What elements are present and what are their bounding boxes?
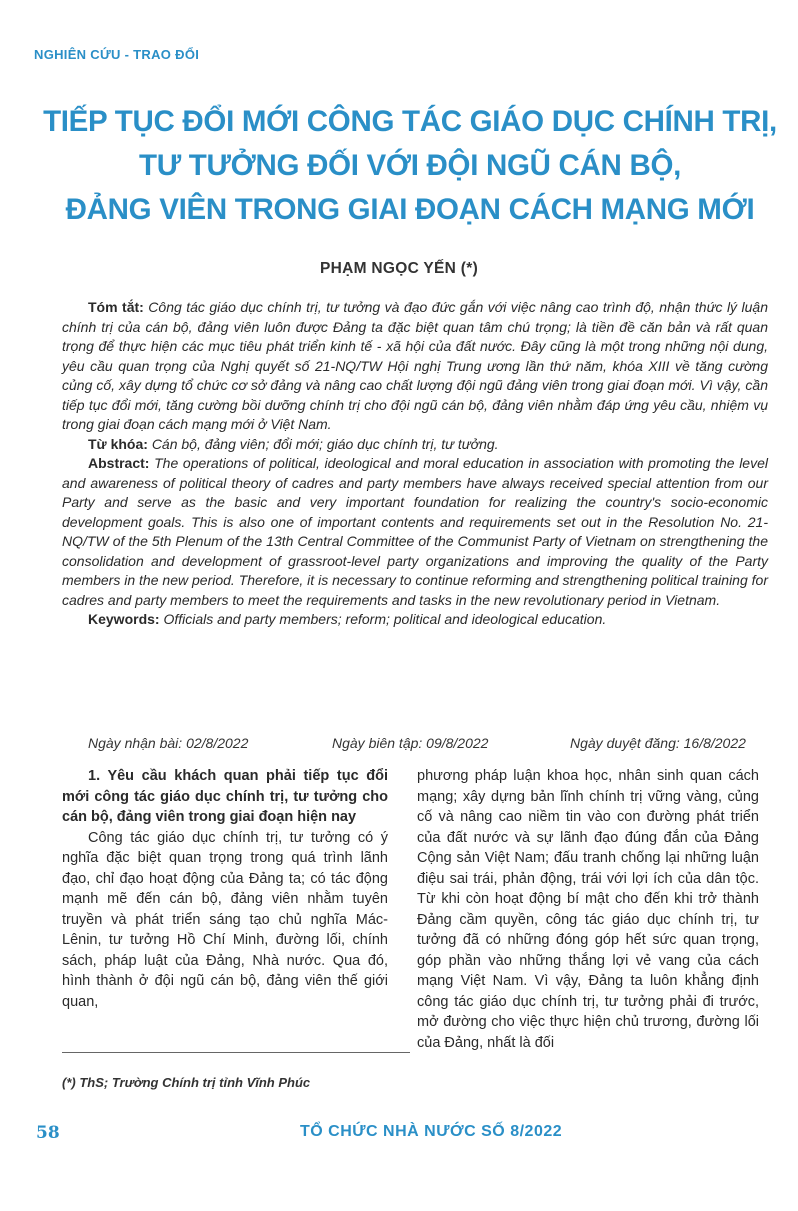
abstract-block	[62, 298, 768, 630]
date-received: Ngày nhận bài: 02/8/2022	[88, 735, 249, 751]
body-column-left	[62, 766, 388, 1012]
abstract-en	[62, 454, 768, 610]
footnote-divider	[62, 1052, 410, 1053]
abstract-en-label: Abstract:	[88, 455, 150, 471]
title-line: ĐẢNG VIÊN TRONG GIAI ĐOẠN CÁCH MẠNG MỚI	[65, 193, 755, 226]
title-line: TIẾP TỤC ĐỔI MỚI CÔNG TÁC GIÁO DỤC CHÍNH TRỊ,	[43, 105, 777, 138]
journal-footer: TỔ CHỨC NHÀ NƯỚC SỐ 8/2022	[300, 1123, 563, 1140]
section-label: NGHIÊN CỨU - TRAO ĐỔI	[34, 47, 200, 62]
keywords-vi-label: Từ khóa:	[88, 435, 148, 452]
keywords-en-text: Officials and party members; reform; political and ideological education.	[163, 611, 607, 627]
date-approved: Ngày duyệt đăng: 16/8/2022	[570, 735, 746, 751]
body-column-right	[417, 766, 759, 1053]
author-footnote: (*) ThS; Trường Chính trị tỉnh Vĩnh Phúc	[62, 1075, 311, 1090]
body-paragraph: phương pháp luận khoa học, nhân sinh quan cách mạng; xây dựng bản lĩnh chính trị vững vàng, củng cố và nâng cao niềm tin vào con đường phát triển của đất nước và sự lãnh đạo đúng đắn của Đảng Cộng sản Việt Nam; đấu tranh chống lại những luận điệu sai trái, phản động, trái với lợi ích của dân tộc. Từ khi còn hoạt động bí mật cho đến khi trở thành Đảng cầm quyền, công tác giáo dục chính trị, tư tưởng đã có những đóng góp hết sức quan trọng, góp phần vào những thắng lợi vẻ vang của cách mạng Việt Nam. Vì vậy, Đảng ta luôn khẳng định công tác giáo dục chính trị, tư tưởng phải đi trước, mở đường cho việc thực hiện chủ trương, đường lối của Đảng, nhất là đối	[417, 768, 759, 1051]
abstract-en-text: The operations of political, ideological and moral education in association with promoting the level and awareness of political theory of cadres and party members have always received special attention from our Party and serve as the basic and very important foundation for realizing the country's socio-economic development goals. This is also one of important contents and requirements set out in the Resolution No. 21-NQ/TW of the 5th Plenum of the 13th Central Committee of the Communist Party of Vietnam on strengthening the consolidation and development of grassroot-level party organizations and improving the quality of the Party members in the new period. Therefore, it is necessary to continue reforming and strengthening political training for cadres and party members to meet the requirements and tasks in the new revolutionary period in Vietnam.	[62, 455, 768, 608]
author-name: PHẠM NGỌC YẾN (*)	[319, 260, 479, 277]
keywords-vi-text: Cán bộ, đảng viên; đổi mới; giáo dục chính trị, tư tưởng.	[151, 435, 499, 452]
article-dates	[88, 735, 788, 751]
abstract-vi	[62, 298, 768, 435]
section-heading: 1. Yêu cầu khách quan phải tiếp tục đổi mới công tác giáo dục chính trị, tư tưởng cho cán bộ, đảng viên trong giai đoạn hiện nay	[62, 768, 388, 825]
abstract-vi-label: Tóm tắt:	[88, 299, 144, 315]
body-paragraph: Công tác giáo dục chính trị, tư tưởng có ý nghĩa đặc biệt quan trọng trong quá trình lãnh đạo, chỉ đạo hoạt động của Đảng ta; có tác động mạnh mẽ đến cán bộ, đảng viên nhằm tuyên truyền và phát triển sáng tạo chủ nghĩa Mác-Lênin, tư tưởng Hồ Chí Minh, đường lối, chính sách, pháp luật của Đảng, Nhà nước. Qua đó, hình thành ở đội ngũ cán bộ, đảng viên thế giới quan,	[62, 829, 388, 1010]
title-line: TƯ TƯỞNG ĐỐI VỚI ĐỘI NGŨ CÁN BỘ,	[138, 149, 681, 182]
date-edited: Ngày biên tập: 09/8/2022	[332, 735, 489, 751]
keywords-en	[62, 610, 768, 630]
abstract-vi-text: Công tác giáo dục chính trị, tư tưởng và đạo đức gắn với việc nâng cao trình độ, nhận thức lý luận chính trị của cán bộ, đảng viên luôn được Đảng ta đặc biệt quan tâm chú trọng; là tiền đề căn bản và rất quan trọng để thực hiện các mục tiêu phát triển kinh tế - xã hội của đất nước. Đây cũng là một trong những nội dung, yêu cầu quan trọng của Nghị quyết số 21-NQ/TW Hội nghị Trung ương lần thứ năm, khóa XIII về tăng cường củng cố, xây dựng tổ chức cơ sở đảng và nâng cao chất lượng đội ngũ đảng viên trong giai đoạn mới. Vì vậy, cần tiếp tục đổi mới, tăng cường bồi dưỡng chính trị cho đội ngũ cán bộ, đảng viên nhằm đáp ứng yêu cầu, nhiệm vụ trong giai đoạn cách mạng mới ở Việt Nam.	[62, 299, 769, 432]
page-number: 58	[36, 1123, 60, 1143]
article-title	[40, 100, 780, 232]
keywords-vi	[62, 435, 768, 455]
keywords-en-label: Keywords:	[88, 611, 160, 627]
